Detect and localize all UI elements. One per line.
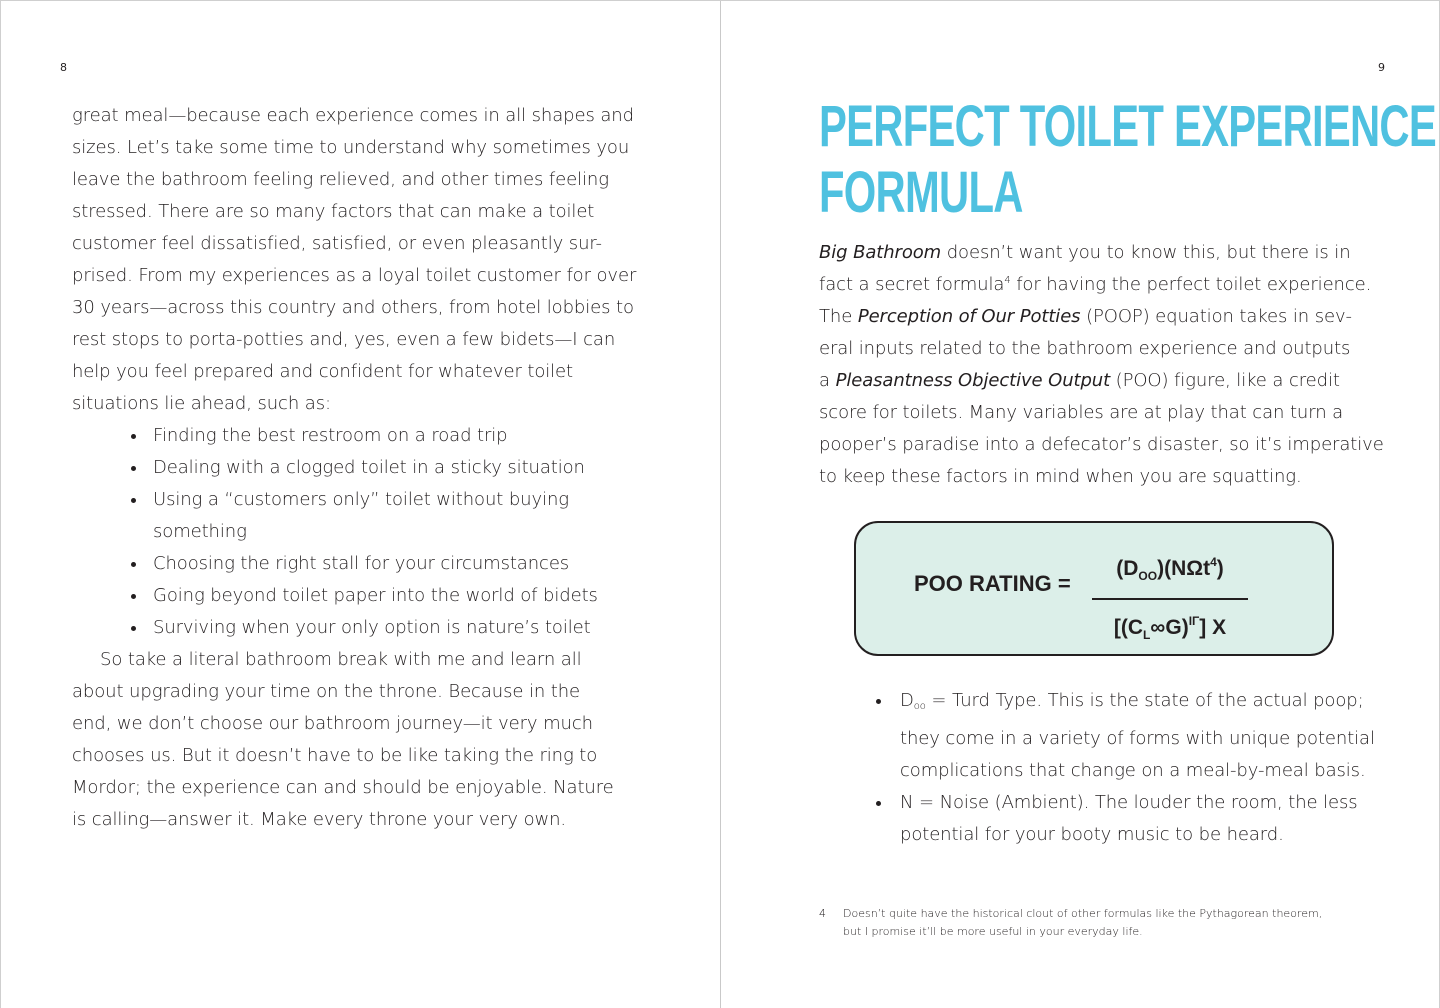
text-line: help you feel prepared and confident for whatever toilet	[72, 361, 573, 382]
text-line: stressed. There are so many factors that can make a toilet	[72, 201, 595, 222]
text-line: situations lie ahead, such as:	[72, 393, 331, 414]
text-run: fact a secret formula	[819, 274, 1005, 295]
variables-list-wrapper	[871, 685, 1391, 851]
text-line: great meal—because each experience comes in all shapes and	[72, 105, 634, 126]
text-run: for having the perfect toilet experience.	[1010, 274, 1372, 295]
text-run: doesn’t want you to know this, but there is in	[941, 242, 1351, 263]
text-line: rest stops to porta-potties and, yes, even a few bidets—I can	[72, 329, 616, 350]
math-run: ∞G)	[1150, 616, 1189, 639]
italic-term: Big Bathroom	[819, 242, 942, 263]
left-body-text	[72, 100, 637, 836]
math-superscript: 4	[1210, 555, 1217, 569]
text-line: Mordor; the experience can and should be enjoyable. Nature	[72, 777, 614, 798]
text-line: to keep these factors in mind when you are squatting.	[819, 466, 1302, 487]
page-edge-left	[0, 0, 1, 1008]
formula-box	[854, 521, 1334, 656]
footnote-line: Doesn’t quite have the historical clout of other formulas like the Pythagorean theorem,	[843, 907, 1323, 920]
text-line: leave the bathroom feeling relieved, and other times feeling	[72, 169, 609, 190]
footnote-number: 4	[819, 907, 826, 920]
right-page	[721, 0, 1440, 1008]
text-line: chooses us. But it doesn’t have to be like taking the ring to	[72, 745, 598, 766]
variable-symbol: D	[900, 690, 914, 711]
fraction-bar	[1092, 598, 1248, 600]
text-line	[819, 365, 1379, 397]
text-run: = Turd Type. This is the state of the actual poop;	[925, 690, 1364, 711]
list-item-line: Using a “customers only” toilet without buying	[153, 489, 569, 510]
formula-denominator	[1092, 608, 1248, 648]
text-line	[819, 237, 1379, 269]
list-item: Going beyond toilet paper into the world of bidets	[72, 580, 632, 612]
math-run: [(C	[1113, 616, 1144, 639]
formula-numerator	[1092, 549, 1248, 589]
text-line: eral inputs related to the bathroom experience and outputs	[819, 338, 1351, 359]
footnote-text	[843, 905, 1379, 941]
page-edge-top	[0, 0, 1440, 1]
list-item	[72, 484, 632, 516]
text-line: prised. From my experiences as a loyal toilet customer for over	[72, 265, 637, 286]
section-heading	[819, 94, 1436, 226]
variable-subscript: oo	[913, 701, 926, 712]
text-line: 30 years—across this country and others, from hotel lobbies to	[72, 297, 634, 318]
text-line: So take a literal bathroom break with me and learn all	[100, 649, 582, 670]
footnote-ref: 4	[1004, 275, 1011, 286]
intro-paragraph	[72, 100, 637, 420]
list-item-continuation: potential for your booty music to be heard.	[900, 824, 1284, 845]
closing-paragraph	[72, 644, 632, 836]
text-line: end, we don’t choose our bathroom journey—it very much	[72, 713, 593, 734]
list-item-continuation: complications that change on a meal-by-meal basis.	[900, 760, 1366, 781]
footnote-line: but I promise it’ll be more useful in your everyday life.	[843, 925, 1143, 938]
situations-list	[72, 420, 632, 644]
text-line: customer feel dissatisfied, satisfied, or even pleasantly sur-	[72, 233, 602, 254]
heading-line: FORMULA	[819, 160, 1023, 225]
list-item-continuation: they come in a variety of forms with unique potential	[900, 728, 1375, 749]
math-run: (D	[1116, 557, 1139, 580]
math-run: ] X	[1199, 616, 1227, 639]
list-item: Choosing the right stall for your circumstances	[72, 548, 632, 580]
math-run: )(NΩt	[1157, 557, 1211, 580]
formula-fraction	[1092, 549, 1248, 648]
text-line: pooper’s paradise into a defecator’s disaster, so it’s imperative	[819, 434, 1384, 455]
list-item-continuation: something	[153, 521, 247, 542]
text-line: sizes. Let’s take some time to understand why sometimes you	[72, 137, 630, 158]
math-run: )	[1216, 557, 1224, 580]
math-subscript: OO	[1138, 569, 1158, 583]
text-line: about upgrading your time on the throne. Because in the	[72, 681, 581, 702]
list-item: N = Noise (Ambient). The louder the room, the less	[871, 787, 1391, 819]
text-line: is calling—answer it. Make every throne your very own.	[72, 809, 567, 830]
math-subscript: L	[1143, 628, 1151, 642]
list-item	[871, 685, 1391, 723]
text-line: score for toilets. Many variables are at play that can turn a	[819, 402, 1344, 423]
list-item: Dealing with a clogged toilet in a sticky situation	[72, 452, 632, 484]
formula-label: POO RATING =	[914, 571, 1071, 596]
math-superscript: IΓ	[1188, 614, 1200, 628]
text-run: (POOP) equation takes in sev-	[1080, 306, 1352, 327]
list-item: Surviving when your only option is nature’s toilet	[72, 612, 632, 644]
text-run: (POO) figure, like a credit	[1110, 370, 1340, 391]
page-number-right: 9	[1378, 61, 1385, 74]
text-run: The	[819, 306, 858, 327]
list-item: Finding the best restroom on a road trip	[72, 420, 632, 452]
heading-line: PERFECT TOILET EXPERIENCE	[819, 94, 1437, 159]
page-number-left: 8	[60, 61, 67, 74]
footnote	[819, 905, 1379, 941]
text-line	[819, 269, 1379, 301]
formula-intro-paragraph	[819, 237, 1384, 493]
italic-term: Perception of Our Potties	[857, 306, 1081, 327]
text-line	[819, 301, 1379, 333]
italic-term: Pleasantness Objective Output	[835, 370, 1111, 391]
text-run: a	[819, 370, 836, 391]
right-body-text	[819, 237, 1384, 493]
variables-list	[871, 685, 1391, 851]
